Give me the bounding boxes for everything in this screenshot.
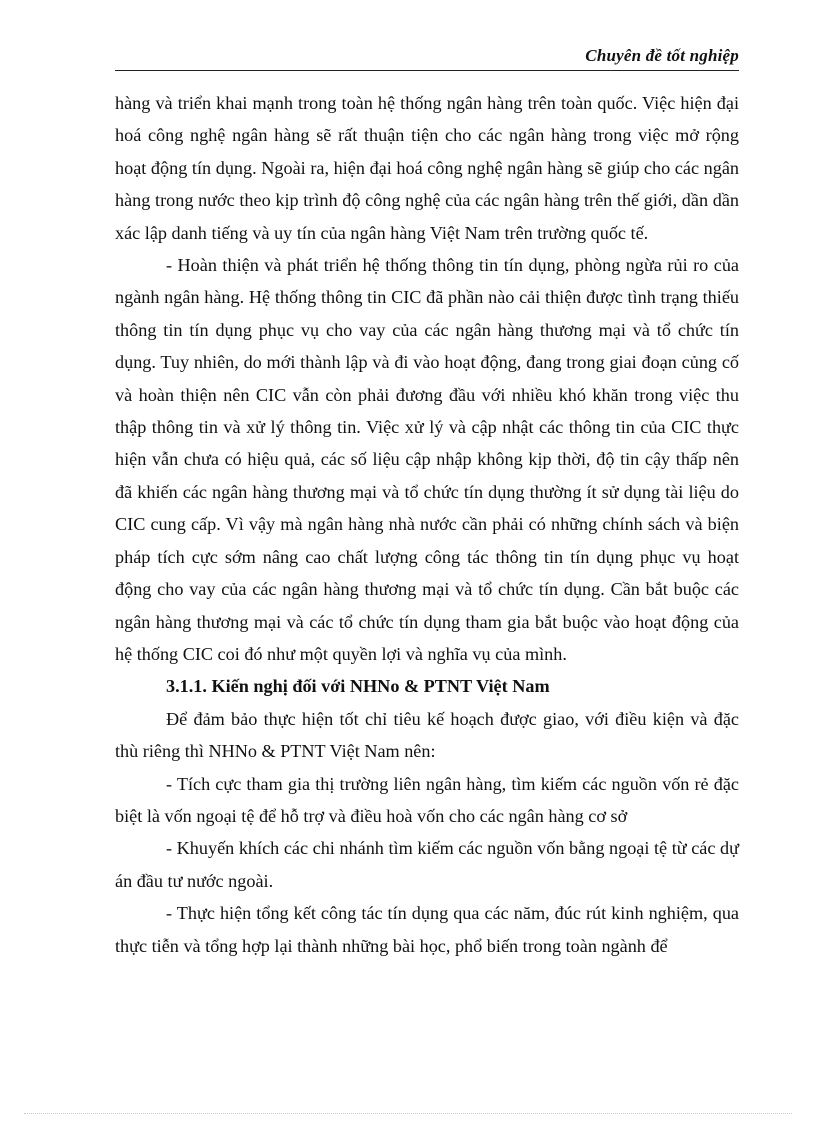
bullet-paragraph: - Thực hiện tổng kết công tác tín dụng qua các năm, đúc rút kinh nghiệm, qua thực tiễn và tổng hợp lại thành những bài học, phổ biến trong toàn ngành để <box>115 903 739 956</box>
document-body <box>115 87 739 962</box>
page-footer-divider <box>24 1113 792 1114</box>
page-header <box>115 42 739 71</box>
paragraph: hàng và triển khai mạnh trong toàn hệ thống ngân hàng trên toàn quốc. Việc hiện đại hoá công nghệ ngân hàng sẽ rất thuận tiện cho các ngân hàng trong việc mở rộng hoạt động tín dụng. Ngoài ra, hiện đại hoá công nghệ ngân hàng sẽ giúp cho các ngân hàng trong nước theo kịp trình độ công nghệ của các ngân hàng trên thế giới, dần dần xác lập danh tiếng và uy tín của ngân hàng Việt Nam trên trường quốc tế. <box>115 93 739 243</box>
bullet-paragraph: - Khuyến khích các chi nhánh tìm kiếm các nguồn vốn bằng ngoại tệ từ các dự án đầu tư nước ngoài. <box>115 838 739 891</box>
section-heading: 3.1.1. Kiến nghị đối với NHNo & PTNT Việt Nam <box>166 676 550 697</box>
paragraph: - Hoàn thiện và phát triển hệ thống thông tin tín dụng, phòng ngừa rủi ro của ngành ngân hàng. Hệ thống thông tin CIC đã phần nào cải thiện được tình trạng thiếu thông tin tín dụng phục vụ cho vay của các ngân hàng thương mại và tổ chức tín dụng. Tuy nhiên, do mới thành lập và đi vào hoạt động, đang trong giai đoạn củng cố và hoàn thiện nên CIC vẫn còn phải đương đầu với nhiều khó khăn trong việc thu thập thông tin và xử lý thông tin. Việc xử lý và cập nhật các thông tin của CIC thực hiện vẫn chưa có hiệu quả, các số liệu cập nhập không kịp thời, độ tin cậy thấp nên đã khiến các ngân hàng thương mại và tổ chức tín dụng thường ít sử dụng tài liệu do CIC cung cấp. Vì vậy mà ngân hàng nhà nước cần phải có những chính sách và biện pháp tích cực sớm nâng cao chất lượng công tác thông tin tín dụng phục vụ hoạt động cho vay của các ngân hàng thương mại và tổ chức tín dụng. Cần bắt buộc các ngân hàng thương mại và các tổ chức tín dụng tham gia bắt buộc vào hoạt động của hệ thống CIC coi đó như một quyền lợi và nghĩa vụ của mình. <box>115 255 739 664</box>
bullet-paragraph: - Tích cực tham gia thị trường liên ngân hàng, tìm kiếm các nguồn vốn rẻ đặc biệt là vốn ngoại tệ để hỗ trợ và điều hoà vốn cho các ngân hàng cơ sở <box>115 773 739 826</box>
document-title: Chuyên đề tốt nghiệp <box>585 46 739 65</box>
paragraph: Để đảm bảo thực hiện tốt chỉ tiêu kế hoạch được giao, với điều kiện và đặc thù riêng thì NHNo & PTNT Việt Nam nên: <box>115 708 739 762</box>
